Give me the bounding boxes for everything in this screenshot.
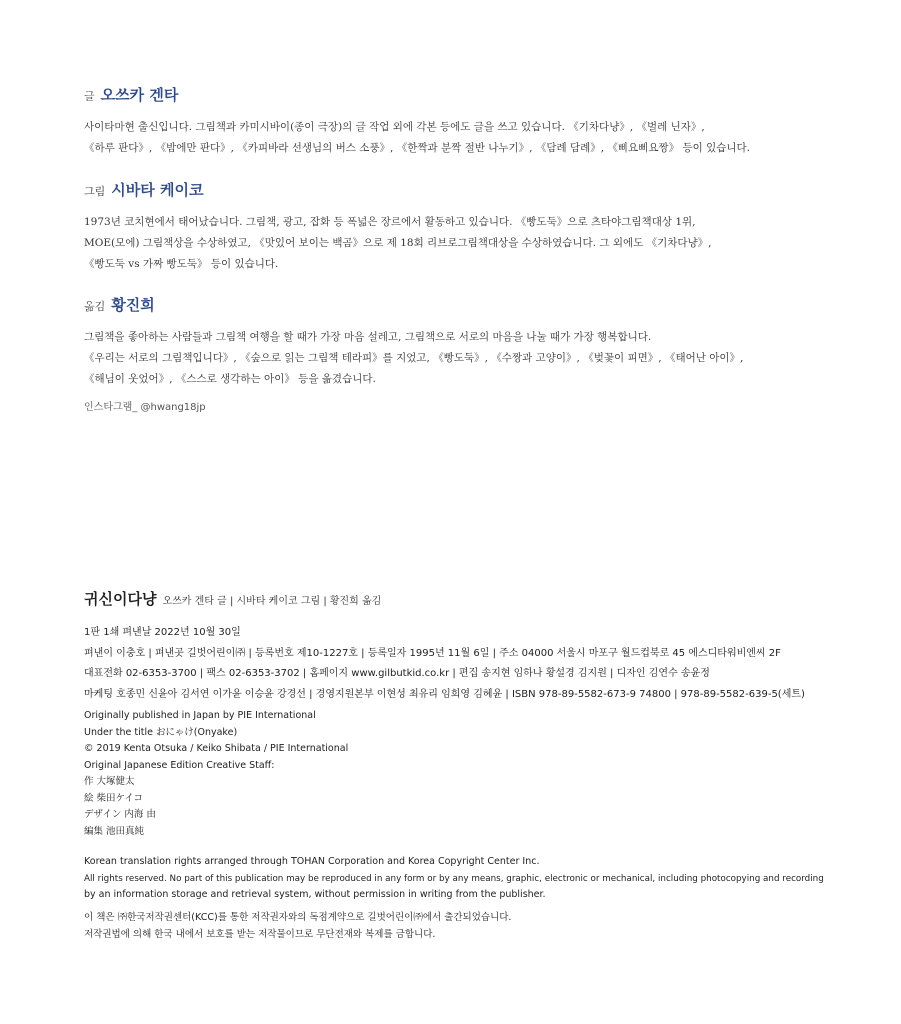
- author-role: 글: [84, 90, 95, 103]
- rights-line: by an information storage and retrieval system, without permission in writing from the publisher.: [84, 889, 546, 900]
- original-edition-line: Original Japanese Edition Creative Staff:: [84, 759, 275, 771]
- author-bio: [84, 117, 824, 159]
- original-edition-section: [84, 708, 824, 840]
- illustrator-role: 그림: [84, 185, 106, 198]
- original-edition-line: Originally published in Japan by PIE International: [84, 710, 316, 721]
- illustrator-section: [84, 179, 824, 275]
- illustrator-bio-line: MOE(모에) 그림책상을 수상하였고, 《맛있어 보이는 백곰》으로 제 18회 리브로그림책대상을 수상하였습니다. 그 외에도 《기차다냥》,: [84, 237, 712, 249]
- illustrator-heading: [84, 179, 824, 200]
- original-edition-line: 絵 柴田ケイコ: [84, 792, 143, 804]
- author-heading: [84, 84, 824, 105]
- translator-bio-line: 《우리는 서로의 그림책입니다》, 《숲으로 읽는 그림책 테라피》를 지었고, 《빵도둑》, 《수짱과 고양이》, 《벚꽃이 피면》, 《태어난 아이》,: [84, 352, 744, 364]
- illustrator-bio: [84, 212, 824, 275]
- translator-role: 옮김: [84, 300, 106, 313]
- publisher-info: 펴낸이 이충호 | 펴낸곳 길벗어린이㈜ | 등록번호 제10-1227호 | 등록일자 1995년 11월 6일 | 주소 04000 서울시 마포구 월드컵북로 45 에스디타워비엔씨 2F: [84, 647, 781, 659]
- translator-heading: [84, 294, 824, 315]
- contact-info: 대표전화 02-6353-3700 | 팩스 02-6353-3702 | 홈페이지 www.gilbutkid.co.kr | 편집 송지현 임하나 황설경 김지원 | 디자인 김연수 송윤정: [84, 668, 710, 679]
- author-section: [84, 84, 824, 159]
- translator-bio: [84, 327, 824, 390]
- rights-line: All rights reserved. No part of this publication may be reproduced in any form or by any means, graphic, electronic or mechanical, including photocopying and recording: [84, 873, 824, 884]
- author-bio-line: 《하루 판다》, 《밤에만 판다》, 《카피바라 선생님의 버스 소풍》, 《한짝과 분짝 절반 나누기》, 《담례 담례》, 《삐요삐요짱》 등이 있습니다.: [84, 142, 751, 154]
- original-edition-line: © 2019 Kenta Otsuka / Keiko Shibata / PIE International: [84, 743, 349, 754]
- book-title-line: [84, 588, 824, 609]
- colophon-section: [84, 588, 824, 705]
- illustrator-bio-line: 1973년 코치현에서 태어났습니다. 그림책, 광고, 잡화 등 폭넓은 장르에서 활동하고 있습니다. 《빵도둑》으로 츠타야그림책대상 1위,: [84, 216, 696, 228]
- illustrator-name: 시바타 케이코: [111, 181, 204, 199]
- book-title: 귀신이다냥: [84, 590, 157, 608]
- staff-isbn-info: 마케팅 호종민 신윤아 김서연 이가윤 이승윤 강경선 | 경영지원본부 이현성 최유리 임희영 김혜윤 | ISBN 978-89-5582-673-9 74800 | 978-89-5582-639-5(세트): [84, 688, 805, 700]
- translator-section: [84, 294, 824, 413]
- original-edition-line: 作 大塚健太: [84, 776, 135, 787]
- book-credits: 오쓰카 겐타 글 | 시바타 케이코 그림 | 황진희 옮김: [162, 596, 382, 607]
- translator-bio-line: 《해님이 웃었어》, 《스스로 생각하는 아이》 등을 옮겼습니다.: [84, 373, 376, 385]
- korean-rights-line: 저작권법에 의해 한국 내에서 보호를 받는 저작물이므로 무단전재와 복제를 금합니다.: [84, 928, 436, 940]
- translator-instagram: 인스타그램_ @hwang18jp: [84, 402, 206, 413]
- original-edition-line: デザイン 内海 由: [84, 809, 156, 820]
- original-edition-line: 編集 池田真純: [84, 825, 145, 837]
- korean-rights-section: [84, 910, 824, 943]
- translator-name: 황진희: [111, 296, 155, 314]
- rights-line: Korean translation rights arranged through TOHAN Corporation and Korea Copyright Center Inc.: [84, 856, 540, 867]
- translator-bio-line: 그림책을 좋아하는 사람들과 그림책 여행을 할 때가 가장 마음 설레고, 그림책으로 서로의 마음을 나눌 때가 가장 행복합니다.: [84, 331, 652, 343]
- publication-date: 1판 1쇄 펴낸날 2022년 10월 30일: [84, 627, 241, 638]
- rights-section: [84, 854, 824, 904]
- illustrator-bio-line: 《빵도둑 vs 가짜 빵도둑》 등이 있습니다.: [84, 258, 279, 270]
- korean-rights-line: 이 책은 ㈜한국저작권센터(KCC)를 통한 저작권자와의 독점계약으로 길벗어린이㈜에서 출간되었습니다.: [84, 912, 512, 923]
- author-name: 오쓰카 겐타: [100, 86, 179, 104]
- author-bio-line: 사이타마현 출신입니다. 그림책과 카미시바이(종이 극장)의 글 작업 외에 각본 등에도 글을 쓰고 있습니다. 《기차다냥》, 《벌레 닌자》,: [84, 121, 705, 133]
- original-edition-line: Under the title おにゃけ(Onyake): [84, 726, 238, 738]
